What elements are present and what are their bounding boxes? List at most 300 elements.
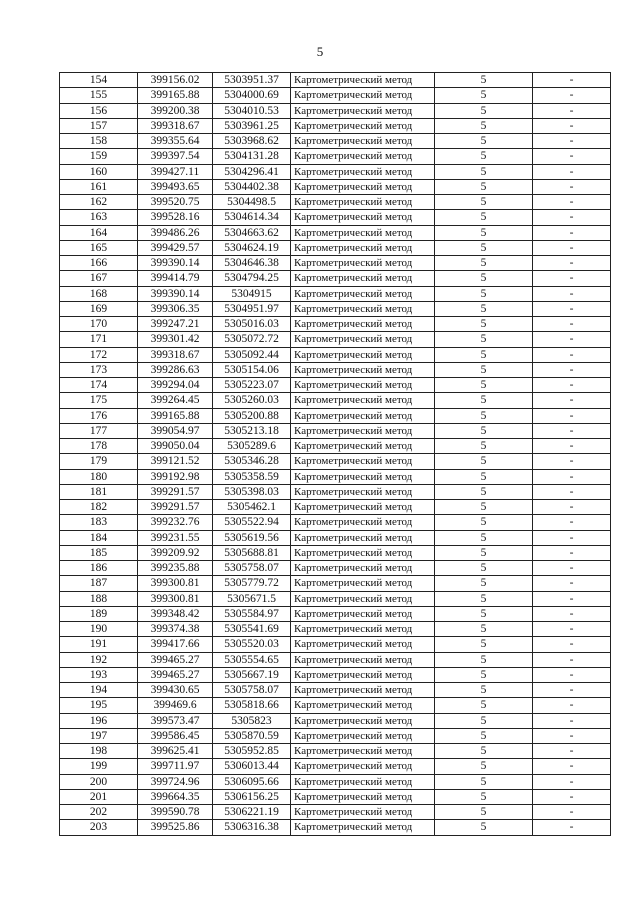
- x-coordinate-cell: 399520.75: [138, 195, 213, 210]
- x-coordinate-cell: 399355.64: [138, 134, 213, 149]
- accuracy-cell: 5: [435, 118, 533, 133]
- method-cell: Картометрический метод: [291, 576, 435, 591]
- y-coordinate-cell: 5305541.69: [213, 622, 291, 637]
- point-number-cell: 180: [60, 469, 138, 484]
- method-cell: Картометрический метод: [291, 667, 435, 682]
- note-cell: -: [533, 469, 611, 484]
- table-row: [60, 484, 611, 499]
- table-row: [60, 454, 611, 469]
- accuracy-cell: 5: [435, 240, 533, 255]
- y-coordinate-cell: 5305200.88: [213, 408, 291, 423]
- table-row: [60, 622, 611, 637]
- table-row: [60, 88, 611, 103]
- accuracy-cell: 5: [435, 500, 533, 515]
- x-coordinate-cell: 399156.02: [138, 73, 213, 88]
- point-number-cell: 187: [60, 576, 138, 591]
- accuracy-cell: 5: [435, 698, 533, 713]
- point-number-cell: 182: [60, 500, 138, 515]
- accuracy-cell: 5: [435, 362, 533, 377]
- table-row: [60, 606, 611, 621]
- x-coordinate-cell: 399465.27: [138, 652, 213, 667]
- method-cell: Картометрический метод: [291, 225, 435, 240]
- y-coordinate-cell: 5305398.03: [213, 484, 291, 499]
- x-coordinate-cell: 399121.52: [138, 454, 213, 469]
- x-coordinate-cell: 399625.41: [138, 744, 213, 759]
- y-coordinate-cell: 5305072.72: [213, 332, 291, 347]
- x-coordinate-cell: 399590.78: [138, 805, 213, 820]
- point-number-cell: 162: [60, 195, 138, 210]
- point-number-cell: 157: [60, 118, 138, 133]
- point-number-cell: 189: [60, 606, 138, 621]
- table-row: [60, 789, 611, 804]
- method-cell: Картометрический метод: [291, 469, 435, 484]
- table-row: [60, 408, 611, 423]
- point-number-cell: 196: [60, 713, 138, 728]
- y-coordinate-cell: 5305584.97: [213, 606, 291, 621]
- note-cell: -: [533, 698, 611, 713]
- x-coordinate-cell: 399724.96: [138, 774, 213, 789]
- table-row: [60, 469, 611, 484]
- table-row: [60, 820, 611, 835]
- y-coordinate-cell: 5305520.03: [213, 637, 291, 652]
- note-cell: -: [533, 622, 611, 637]
- y-coordinate-cell: 5305688.81: [213, 545, 291, 560]
- note-cell: -: [533, 683, 611, 698]
- x-coordinate-cell: 399231.55: [138, 530, 213, 545]
- note-cell: -: [533, 103, 611, 118]
- x-coordinate-cell: 399264.45: [138, 393, 213, 408]
- accuracy-cell: 5: [435, 179, 533, 194]
- method-cell: Картометрический метод: [291, 408, 435, 423]
- x-coordinate-cell: 399573.47: [138, 713, 213, 728]
- accuracy-cell: 5: [435, 652, 533, 667]
- point-number-cell: 198: [60, 744, 138, 759]
- note-cell: -: [533, 317, 611, 332]
- note-cell: -: [533, 759, 611, 774]
- table-row: [60, 439, 611, 454]
- note-cell: -: [533, 652, 611, 667]
- method-cell: Картометрический метод: [291, 393, 435, 408]
- note-cell: -: [533, 637, 611, 652]
- point-number-cell: 200: [60, 774, 138, 789]
- x-coordinate-cell: 399200.38: [138, 103, 213, 118]
- x-coordinate-cell: 399192.98: [138, 469, 213, 484]
- accuracy-cell: 5: [435, 774, 533, 789]
- note-cell: -: [533, 591, 611, 606]
- point-number-cell: 191: [60, 637, 138, 652]
- accuracy-cell: 5: [435, 73, 533, 88]
- table-row: [60, 286, 611, 301]
- x-coordinate-cell: 399232.76: [138, 515, 213, 530]
- point-number-cell: 159: [60, 149, 138, 164]
- note-cell: -: [533, 561, 611, 576]
- table-row: [60, 378, 611, 393]
- x-coordinate-cell: 399348.42: [138, 606, 213, 621]
- x-coordinate-cell: 399414.79: [138, 271, 213, 286]
- accuracy-cell: 5: [435, 805, 533, 820]
- point-number-cell: 171: [60, 332, 138, 347]
- x-coordinate-cell: 399390.14: [138, 286, 213, 301]
- method-cell: Картометрический метод: [291, 759, 435, 774]
- accuracy-cell: 5: [435, 88, 533, 103]
- y-coordinate-cell: 5305818.66: [213, 698, 291, 713]
- coordinates-table: [59, 72, 611, 836]
- y-coordinate-cell: 5304915: [213, 286, 291, 301]
- table-row: [60, 149, 611, 164]
- y-coordinate-cell: 5305758.07: [213, 683, 291, 698]
- note-cell: -: [533, 393, 611, 408]
- table-row: [60, 256, 611, 271]
- accuracy-cell: 5: [435, 591, 533, 606]
- y-coordinate-cell: 5306156.25: [213, 789, 291, 804]
- x-coordinate-cell: 399050.04: [138, 439, 213, 454]
- point-number-cell: 184: [60, 530, 138, 545]
- note-cell: -: [533, 88, 611, 103]
- point-number-cell: 203: [60, 820, 138, 835]
- x-coordinate-cell: 399306.35: [138, 301, 213, 316]
- method-cell: Картометрический метод: [291, 271, 435, 286]
- method-cell: Картометрический метод: [291, 88, 435, 103]
- x-coordinate-cell: 399054.97: [138, 423, 213, 438]
- note-cell: -: [533, 347, 611, 362]
- method-cell: Картометрический метод: [291, 820, 435, 835]
- table-row: [60, 103, 611, 118]
- point-number-cell: 163: [60, 210, 138, 225]
- y-coordinate-cell: 5305554.65: [213, 652, 291, 667]
- point-number-cell: 194: [60, 683, 138, 698]
- accuracy-cell: 5: [435, 820, 533, 835]
- note-cell: -: [533, 576, 611, 591]
- accuracy-cell: 5: [435, 210, 533, 225]
- table-row: [60, 576, 611, 591]
- note-cell: -: [533, 408, 611, 423]
- note-cell: -: [533, 439, 611, 454]
- y-coordinate-cell: 5304010.53: [213, 103, 291, 118]
- table-row: [60, 240, 611, 255]
- y-coordinate-cell: 5305289.6: [213, 439, 291, 454]
- point-number-cell: 199: [60, 759, 138, 774]
- accuracy-cell: 5: [435, 454, 533, 469]
- method-cell: Картометрический метод: [291, 515, 435, 530]
- table-row: [60, 683, 611, 698]
- point-number-cell: 154: [60, 73, 138, 88]
- accuracy-cell: 5: [435, 515, 533, 530]
- accuracy-cell: 5: [435, 378, 533, 393]
- coordinates-table-body: [60, 73, 611, 836]
- y-coordinate-cell: 5304646.38: [213, 256, 291, 271]
- table-row: [60, 301, 611, 316]
- method-cell: Картометрический метод: [291, 530, 435, 545]
- point-number-cell: 177: [60, 423, 138, 438]
- table-row: [60, 73, 611, 88]
- point-number-cell: 201: [60, 789, 138, 804]
- table-row: [60, 759, 611, 774]
- point-number-cell: 174: [60, 378, 138, 393]
- y-coordinate-cell: 5305346.28: [213, 454, 291, 469]
- method-cell: Картометрический метод: [291, 286, 435, 301]
- table-row: [60, 271, 611, 286]
- accuracy-cell: 5: [435, 545, 533, 560]
- method-cell: Картометрический метод: [291, 256, 435, 271]
- table-row: [60, 591, 611, 606]
- method-cell: Картометрический метод: [291, 378, 435, 393]
- note-cell: -: [533, 286, 611, 301]
- method-cell: Картометрический метод: [291, 179, 435, 194]
- accuracy-cell: 5: [435, 271, 533, 286]
- accuracy-cell: 5: [435, 713, 533, 728]
- y-coordinate-cell: 5305358.59: [213, 469, 291, 484]
- table-row: [60, 118, 611, 133]
- table-row: [60, 347, 611, 362]
- y-coordinate-cell: 5305092.44: [213, 347, 291, 362]
- y-coordinate-cell: 5306316.38: [213, 820, 291, 835]
- y-coordinate-cell: 5303968.62: [213, 134, 291, 149]
- point-number-cell: 179: [60, 454, 138, 469]
- x-coordinate-cell: 399301.42: [138, 332, 213, 347]
- note-cell: -: [533, 332, 611, 347]
- point-number-cell: 185: [60, 545, 138, 560]
- method-cell: Картометрический метод: [291, 362, 435, 377]
- note-cell: -: [533, 271, 611, 286]
- method-cell: Картометрический метод: [291, 484, 435, 499]
- point-number-cell: 193: [60, 667, 138, 682]
- note-cell: -: [533, 256, 611, 271]
- method-cell: Картометрический метод: [291, 561, 435, 576]
- point-number-cell: 181: [60, 484, 138, 499]
- point-number-cell: 202: [60, 805, 138, 820]
- note-cell: -: [533, 515, 611, 530]
- note-cell: -: [533, 805, 611, 820]
- accuracy-cell: 5: [435, 317, 533, 332]
- point-number-cell: 160: [60, 164, 138, 179]
- y-coordinate-cell: 5305223.07: [213, 378, 291, 393]
- note-cell: -: [533, 744, 611, 759]
- method-cell: Картометрический метод: [291, 713, 435, 728]
- accuracy-cell: 5: [435, 347, 533, 362]
- table-row: [60, 561, 611, 576]
- y-coordinate-cell: 5304000.69: [213, 88, 291, 103]
- method-cell: Картометрический метод: [291, 698, 435, 713]
- y-coordinate-cell: 5303951.37: [213, 73, 291, 88]
- x-coordinate-cell: 399469.6: [138, 698, 213, 713]
- y-coordinate-cell: 5304614.34: [213, 210, 291, 225]
- method-cell: Картометрический метод: [291, 149, 435, 164]
- y-coordinate-cell: 5305522.94: [213, 515, 291, 530]
- note-cell: -: [533, 484, 611, 499]
- note-cell: -: [533, 210, 611, 225]
- y-coordinate-cell: 5304498.5: [213, 195, 291, 210]
- method-cell: Картометрический метод: [291, 774, 435, 789]
- x-coordinate-cell: 399291.57: [138, 500, 213, 515]
- accuracy-cell: 5: [435, 225, 533, 240]
- note-cell: -: [533, 73, 611, 88]
- method-cell: Картометрический метод: [291, 423, 435, 438]
- y-coordinate-cell: 5305758.07: [213, 561, 291, 576]
- table-row: [60, 134, 611, 149]
- x-coordinate-cell: 399528.16: [138, 210, 213, 225]
- y-coordinate-cell: 5305462.1: [213, 500, 291, 515]
- accuracy-cell: 5: [435, 789, 533, 804]
- x-coordinate-cell: 399300.81: [138, 576, 213, 591]
- method-cell: Картометрический метод: [291, 195, 435, 210]
- point-number-cell: 186: [60, 561, 138, 576]
- method-cell: Картометрический метод: [291, 606, 435, 621]
- point-number-cell: 156: [60, 103, 138, 118]
- accuracy-cell: 5: [435, 195, 533, 210]
- note-cell: -: [533, 728, 611, 743]
- note-cell: -: [533, 164, 611, 179]
- note-cell: -: [533, 301, 611, 316]
- point-number-cell: 158: [60, 134, 138, 149]
- table-row: [60, 515, 611, 530]
- point-number-cell: 155: [60, 88, 138, 103]
- y-coordinate-cell: 5306221.19: [213, 805, 291, 820]
- note-cell: -: [533, 667, 611, 682]
- method-cell: Картометрический метод: [291, 500, 435, 515]
- point-number-cell: 178: [60, 439, 138, 454]
- table-row: [60, 637, 611, 652]
- note-cell: -: [533, 454, 611, 469]
- table-row: [60, 500, 611, 515]
- y-coordinate-cell: 5304624.19: [213, 240, 291, 255]
- note-cell: -: [533, 378, 611, 393]
- method-cell: Картометрический метод: [291, 728, 435, 743]
- y-coordinate-cell: 5303961.25: [213, 118, 291, 133]
- point-number-cell: 188: [60, 591, 138, 606]
- accuracy-cell: 5: [435, 744, 533, 759]
- x-coordinate-cell: 399664.35: [138, 789, 213, 804]
- accuracy-cell: 5: [435, 286, 533, 301]
- method-cell: Картометрический метод: [291, 683, 435, 698]
- table-row: [60, 744, 611, 759]
- y-coordinate-cell: 5305952.85: [213, 744, 291, 759]
- point-number-cell: 170: [60, 317, 138, 332]
- accuracy-cell: 5: [435, 103, 533, 118]
- method-cell: Картометрический метод: [291, 545, 435, 560]
- point-number-cell: 197: [60, 728, 138, 743]
- note-cell: -: [533, 423, 611, 438]
- method-cell: Картометрический метод: [291, 439, 435, 454]
- y-coordinate-cell: 5305619.56: [213, 530, 291, 545]
- accuracy-cell: 5: [435, 164, 533, 179]
- accuracy-cell: 5: [435, 667, 533, 682]
- point-number-cell: 164: [60, 225, 138, 240]
- note-cell: -: [533, 789, 611, 804]
- x-coordinate-cell: 399429.57: [138, 240, 213, 255]
- table-row: [60, 317, 611, 332]
- table-row: [60, 393, 611, 408]
- y-coordinate-cell: 5304663.62: [213, 225, 291, 240]
- method-cell: Картометрический метод: [291, 652, 435, 667]
- point-number-cell: 176: [60, 408, 138, 423]
- method-cell: Картометрический метод: [291, 332, 435, 347]
- accuracy-cell: 5: [435, 408, 533, 423]
- note-cell: -: [533, 195, 611, 210]
- point-number-cell: 190: [60, 622, 138, 637]
- table-row: [60, 728, 611, 743]
- accuracy-cell: 5: [435, 576, 533, 591]
- method-cell: Картометрический метод: [291, 637, 435, 652]
- accuracy-cell: 5: [435, 423, 533, 438]
- x-coordinate-cell: 399427.11: [138, 164, 213, 179]
- note-cell: -: [533, 606, 611, 621]
- x-coordinate-cell: 399318.67: [138, 118, 213, 133]
- y-coordinate-cell: 5304794.25: [213, 271, 291, 286]
- x-coordinate-cell: 399493.65: [138, 179, 213, 194]
- y-coordinate-cell: 5305779.72: [213, 576, 291, 591]
- table-row: [60, 164, 611, 179]
- point-number-cell: 166: [60, 256, 138, 271]
- accuracy-cell: 5: [435, 134, 533, 149]
- note-cell: -: [533, 225, 611, 240]
- accuracy-cell: 5: [435, 301, 533, 316]
- x-coordinate-cell: 399294.04: [138, 378, 213, 393]
- table-row: [60, 652, 611, 667]
- x-coordinate-cell: 399374.38: [138, 622, 213, 637]
- note-cell: -: [533, 774, 611, 789]
- accuracy-cell: 5: [435, 622, 533, 637]
- accuracy-cell: 5: [435, 439, 533, 454]
- method-cell: Картометрический метод: [291, 805, 435, 820]
- x-coordinate-cell: 399235.88: [138, 561, 213, 576]
- accuracy-cell: 5: [435, 484, 533, 499]
- x-coordinate-cell: 399165.88: [138, 408, 213, 423]
- table-row: [60, 210, 611, 225]
- table-row: [60, 530, 611, 545]
- page-number: 5: [316, 44, 324, 59]
- method-cell: Картометрический метод: [291, 73, 435, 88]
- y-coordinate-cell: 5305016.03: [213, 317, 291, 332]
- method-cell: Картометрический метод: [291, 164, 435, 179]
- y-coordinate-cell: 5305870.59: [213, 728, 291, 743]
- accuracy-cell: 5: [435, 683, 533, 698]
- note-cell: -: [533, 149, 611, 164]
- point-number-cell: 195: [60, 698, 138, 713]
- x-coordinate-cell: 399465.27: [138, 667, 213, 682]
- method-cell: Картометрический метод: [291, 134, 435, 149]
- accuracy-cell: 5: [435, 469, 533, 484]
- accuracy-cell: 5: [435, 606, 533, 621]
- table-row: [60, 545, 611, 560]
- method-cell: Картометрический метод: [291, 789, 435, 804]
- x-coordinate-cell: 399300.81: [138, 591, 213, 606]
- table-row: [60, 225, 611, 240]
- table-row: [60, 195, 611, 210]
- method-cell: Картометрический метод: [291, 240, 435, 255]
- table-row: [60, 179, 611, 194]
- y-coordinate-cell: 5305667.19: [213, 667, 291, 682]
- method-cell: Картометрический метод: [291, 591, 435, 606]
- accuracy-cell: 5: [435, 332, 533, 347]
- accuracy-cell: 5: [435, 759, 533, 774]
- accuracy-cell: 5: [435, 561, 533, 576]
- point-number-cell: 183: [60, 515, 138, 530]
- y-coordinate-cell: 5306013.44: [213, 759, 291, 774]
- x-coordinate-cell: 399291.57: [138, 484, 213, 499]
- note-cell: -: [533, 530, 611, 545]
- table-row: [60, 805, 611, 820]
- x-coordinate-cell: 399711.97: [138, 759, 213, 774]
- method-cell: Картометрический метод: [291, 103, 435, 118]
- point-number-cell: 173: [60, 362, 138, 377]
- point-number-cell: 161: [60, 179, 138, 194]
- point-number-cell: 192: [60, 652, 138, 667]
- y-coordinate-cell: 5305213.18: [213, 423, 291, 438]
- note-cell: -: [533, 240, 611, 255]
- note-cell: -: [533, 362, 611, 377]
- x-coordinate-cell: 399486.26: [138, 225, 213, 240]
- y-coordinate-cell: 5304131.28: [213, 149, 291, 164]
